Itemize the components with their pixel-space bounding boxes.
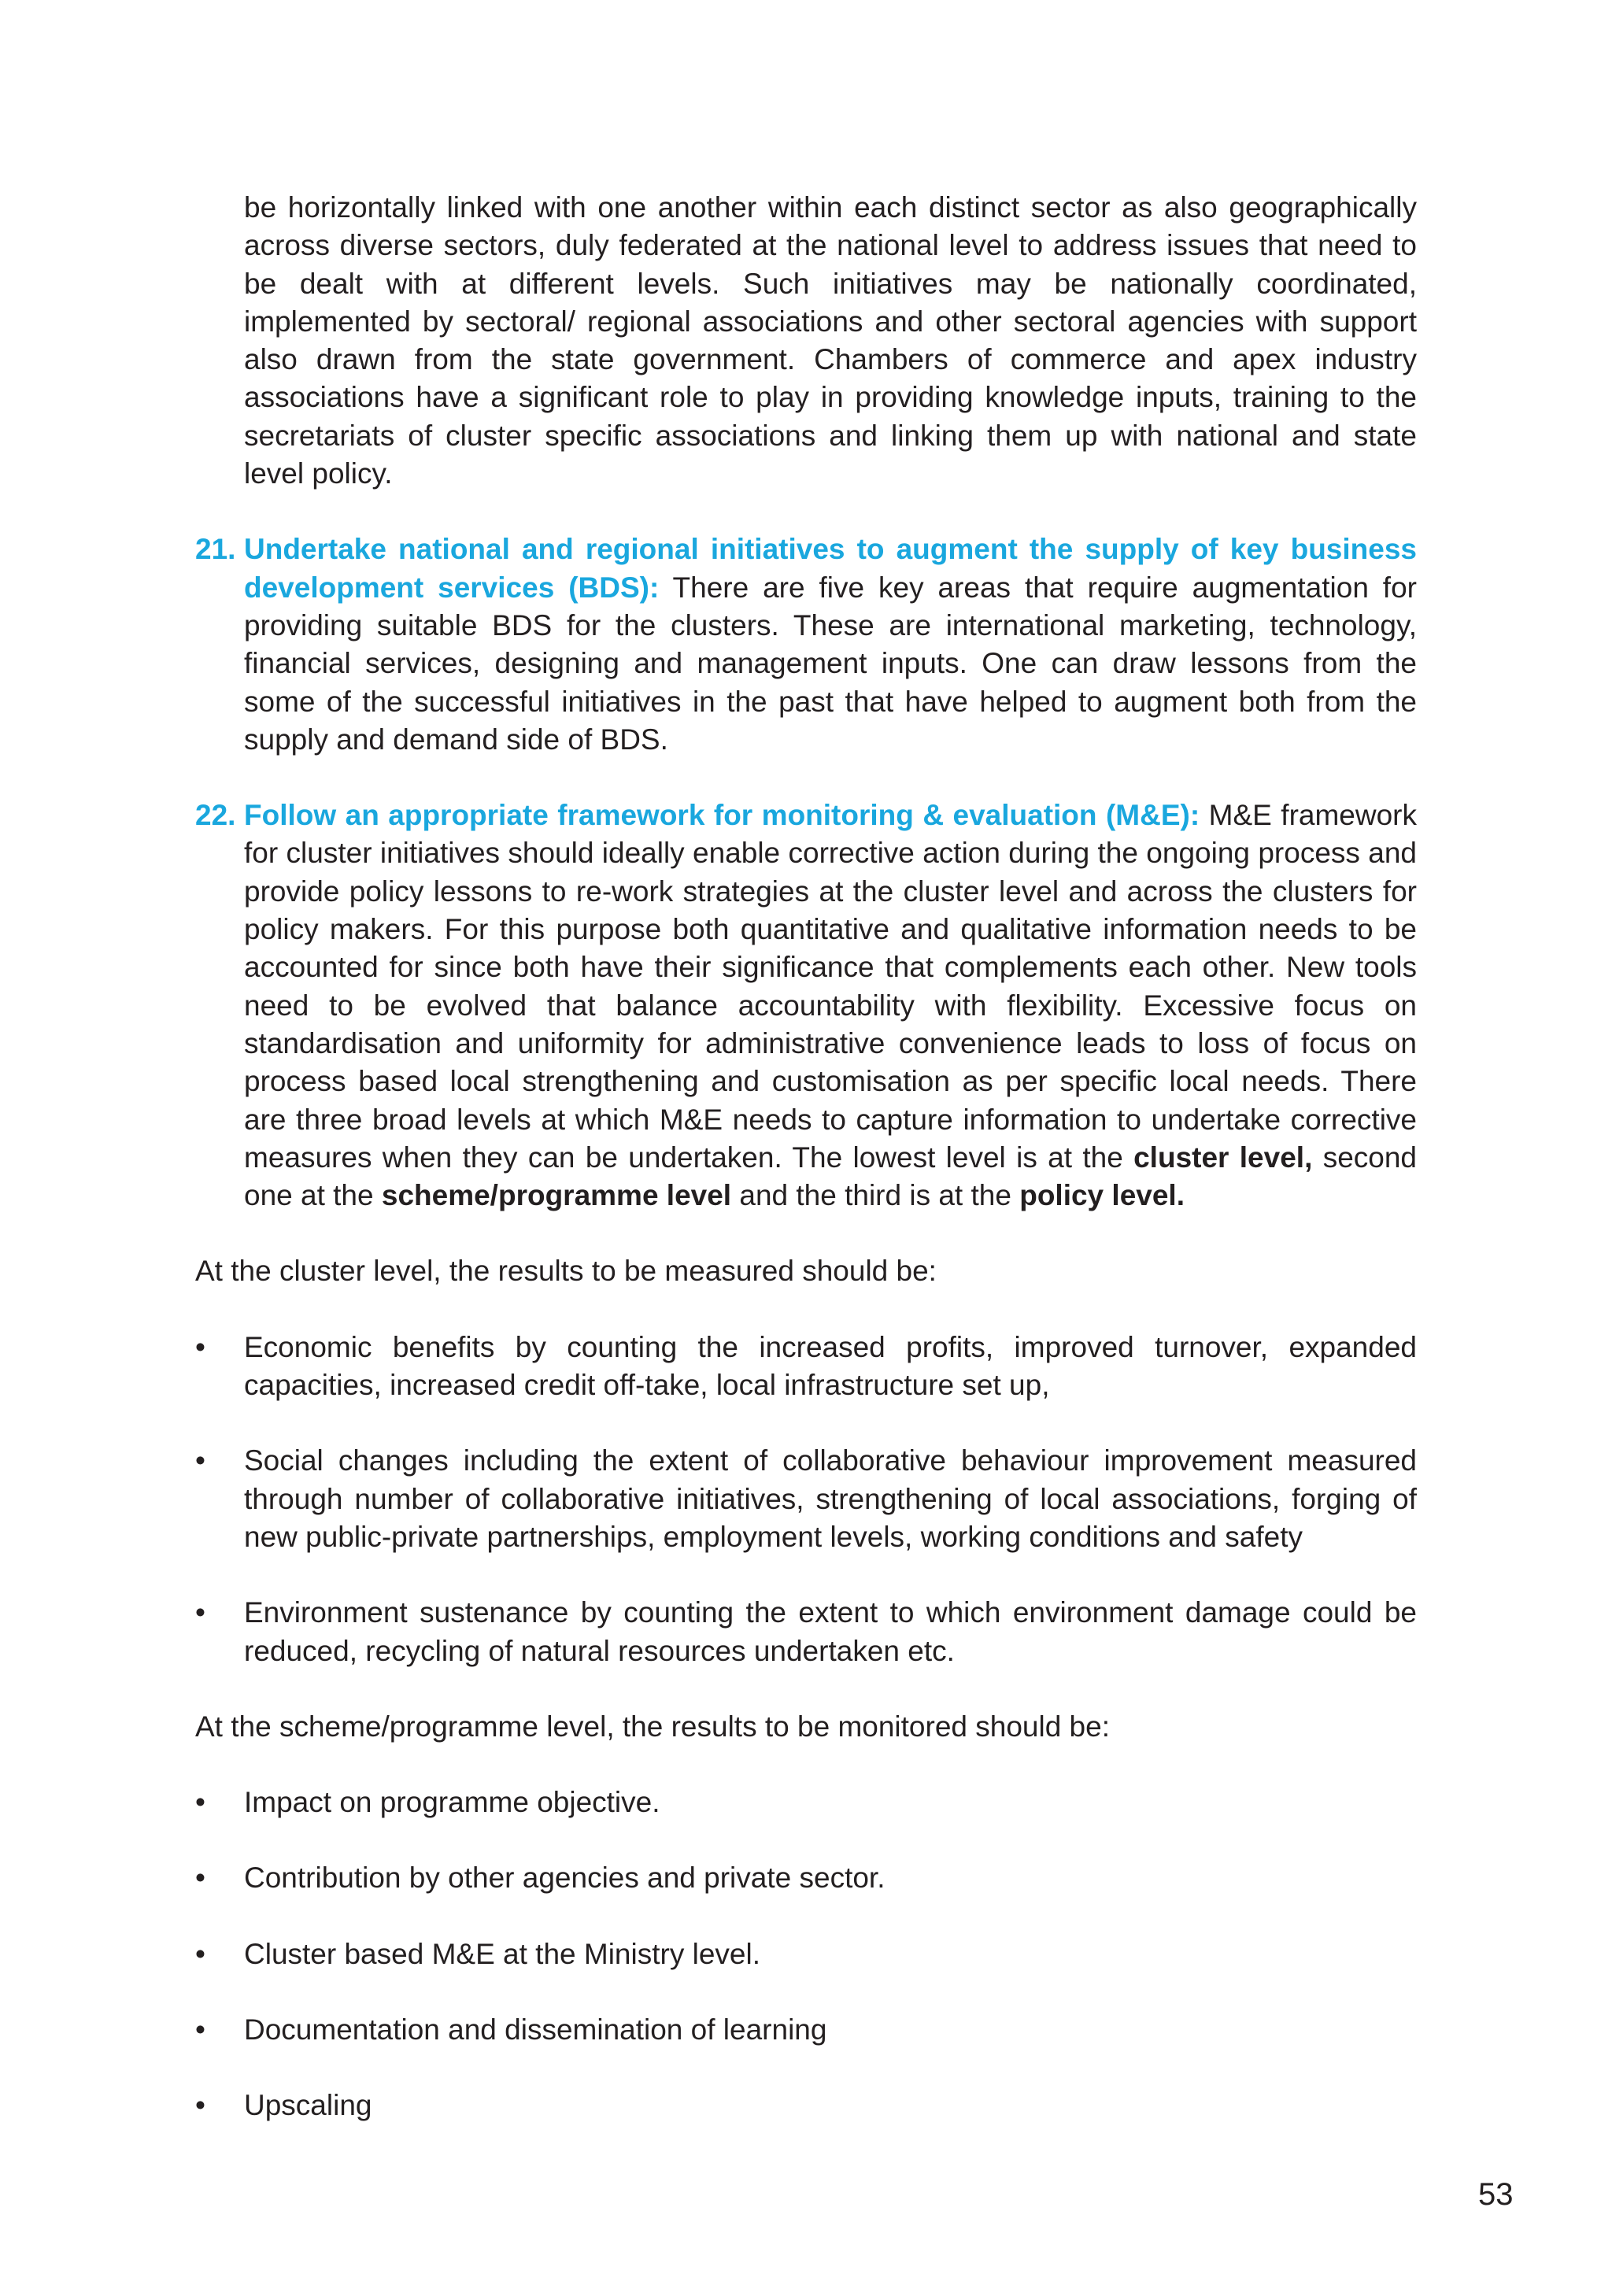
list-item-text: Economic benefits by counting the increased profits, improved turnover, expanded capacities, increased credit off-take, local infrastructure set up, (244, 1330, 1417, 1402)
policy-level-emphasis: policy level. (1019, 1179, 1185, 1212)
bullet-icon: • (195, 2013, 205, 2046)
bullet-icon: • (195, 1862, 205, 1895)
list-item-text: Cluster based M&E at the Ministry level. (244, 1937, 760, 1970)
bullet-icon: • (195, 2089, 205, 2122)
list-item-text: Impact on programme objective. (244, 1786, 660, 1819)
list-item-text: Documentation and dissemination of learning (244, 2013, 827, 2046)
bullet-icon: • (195, 1596, 205, 1629)
item-22-heading: Follow an appropriate framework for monitoring & evaluation (M&E): (244, 799, 1200, 832)
list-item (195, 2011, 1417, 2049)
list-item (195, 1442, 1417, 1556)
bullet-icon: • (195, 1786, 205, 1819)
scheme-level-emphasis: scheme/programme level (381, 1179, 732, 1212)
item-22 (195, 797, 1417, 1215)
bullet-icon: • (195, 1444, 205, 1477)
list-item (195, 1594, 1417, 1670)
list-item (195, 1784, 1417, 1821)
item-22-body-part2: second one at the (244, 1141, 1418, 1212)
item-21-number: 21. (195, 533, 236, 566)
list-item (195, 1329, 1417, 1405)
cluster-level-intro: At the cluster level, the results to be measured should be: (195, 1255, 937, 1288)
list-item-text: Contribution by other agencies and private sector. (244, 1862, 885, 1895)
bullet-icon: • (195, 1330, 205, 1363)
item-21 (195, 531, 1417, 759)
item-22-body-part1: M&E framework for cluster initiatives should ideally enable corrective action during the ongoing process and provide policy lessons to re-work strategies at the cluster level and across the clusters for policy makers. For this purpose both quantitative and qualitative information needs to be accounted for since both have their significance that complements each other. New tools need to be evolved that balance accountability with flexibility. Excessive focus on standardisation and uniformity for administrative convenience leads to loss of focus on process based local strengthening and customisation as per specific local needs. There are three broad levels at which M&E needs to capture information to undertake corrective measures when they can be undertaken. The lowest level is at the (244, 799, 1417, 1174)
item-21-body: There are five key areas that require augmentation for providing suitable BDS for the clusters. These are international marketing, technology, financial services, designing and management inputs. One can draw lessons from the some of the successful initiatives in the past that have helped to augment both from the supply and demand side of BDS. (244, 571, 1417, 756)
item-22-number: 22. (195, 799, 236, 832)
list-item (195, 1936, 1417, 1973)
list-item (195, 1859, 1417, 1897)
bullet-icon: • (195, 1937, 205, 1970)
cluster-level-emphasis: cluster level, (1133, 1141, 1313, 1174)
continuation-paragraph: be horizontally linked with one another within each distinct sector as also geographically across diverse sectors, duly federated at the national level to address issues that need to be dealt with at different levels. Such initiatives may be nationally coordinated, implemented by sectoral/ regional associations and other sectoral agencies with support also drawn from the state government. Chambers of commerce and apex industry associations have a significant role to play in providing knowledge inputs, training to the secretariats of cluster specific associations and linking them up with national and state level policy. (244, 191, 1417, 490)
list-item (195, 2087, 1417, 2124)
list-item-text: Social changes including the extent of collaborative behaviour improvement measured through number of collaborative initiatives, strengthening of local associations, forging of new public-private partnerships, employment levels, working conditions and safety (244, 1444, 1417, 1553)
list-item-text: Upscaling (244, 2089, 372, 2122)
item-22-body-part3: and the third is at the (731, 1179, 1020, 1212)
page-content (195, 189, 1417, 2125)
list-item-text: Environment sustenance by counting the extent to which environment damage could be reduced, recycling of natural resources undertaken etc. (244, 1596, 1417, 1667)
item-21-heading: Undertake national and regional initiatives to augment the supply of key business development services (BDS): (244, 533, 1417, 604)
page-number: 53 (1478, 2177, 1514, 2212)
scheme-level-intro: At the scheme/programme level, the results to be monitored should be: (195, 1710, 1110, 1743)
